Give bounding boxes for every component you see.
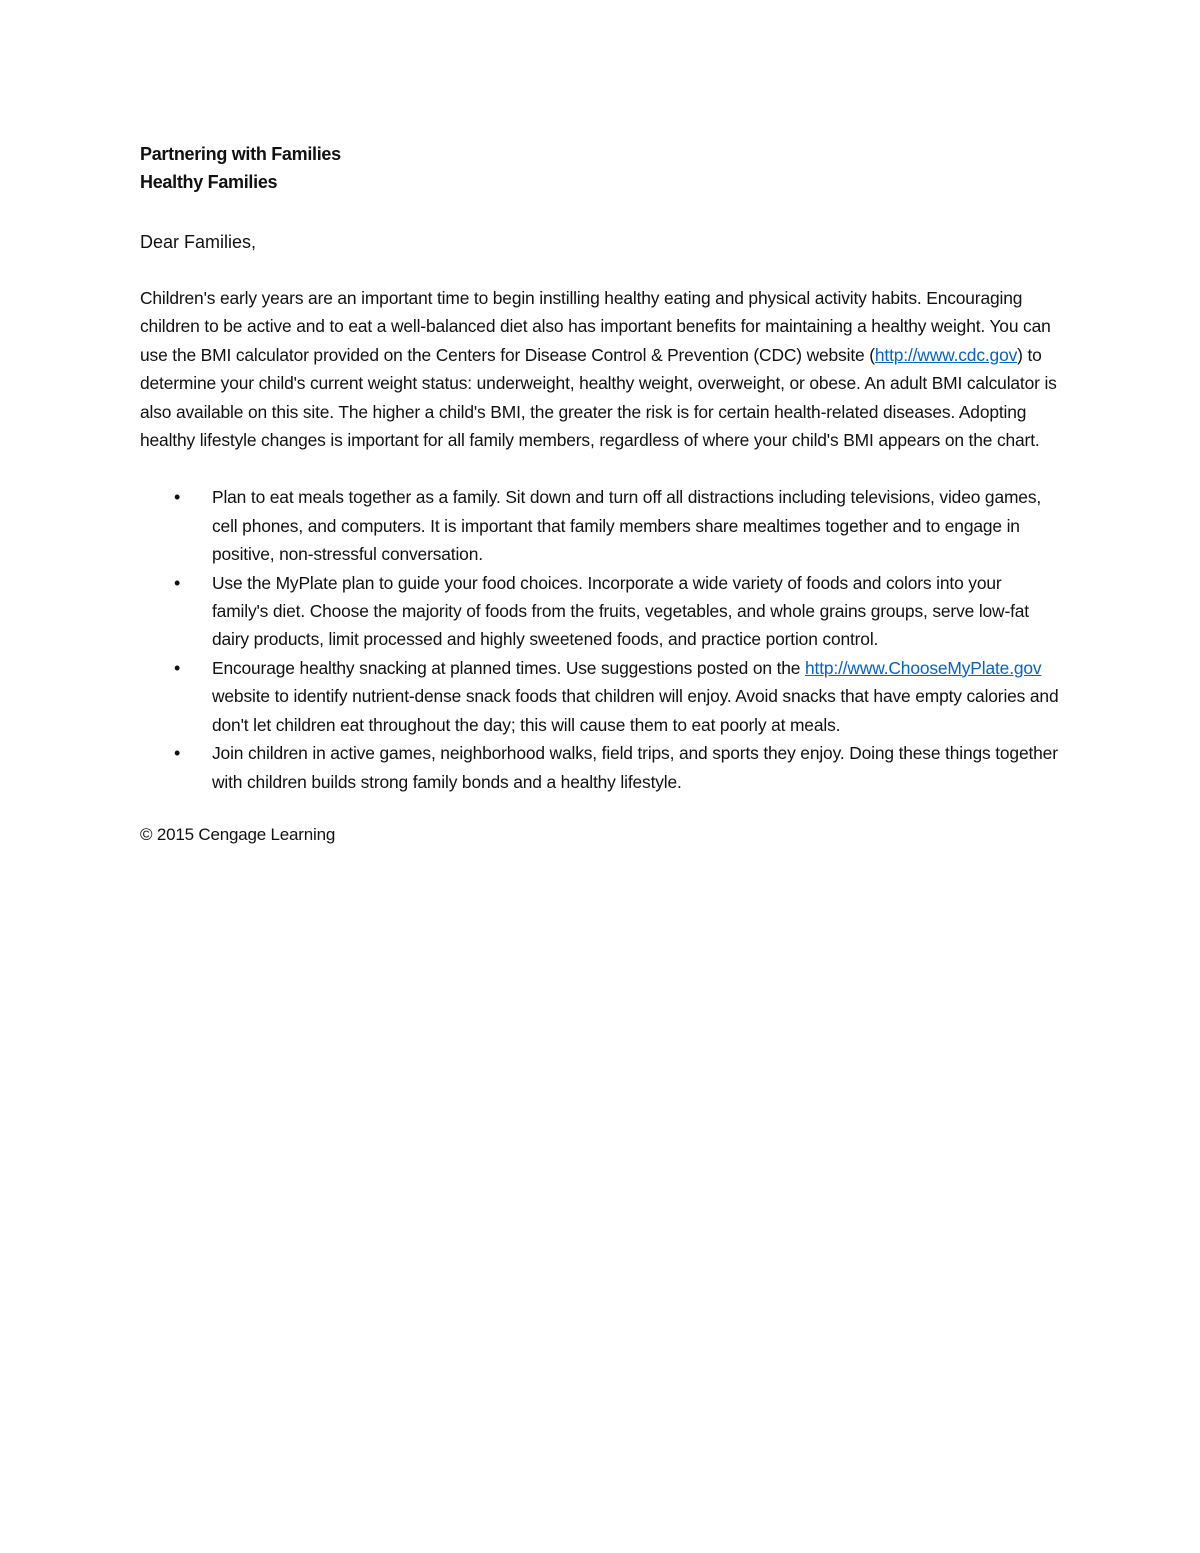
cdc-link[interactable]: http://www.cdc.gov	[874, 344, 1018, 365]
document-subtitle: Healthy Families	[140, 172, 278, 192]
tips-list	[140, 483, 1062, 795]
list-item-text-after-link: website to identify nutrient-dense snack foods that children will enjoy. Avoid snacks that have empty calories and don't let children eat throughout the day; this will cause them to eat poorly at meals.	[212, 686, 1059, 735]
list-item-text: Use the MyPlate plan to guide your food choices. Incorporate a wide variety of foods and colors into your family's diet. Choose the majority of foods from the fruits, vegetables, and whole grains groups, serve low-fat dairy products, limit processed and highly sweetened foods, and practice portion control.	[212, 572, 1029, 650]
choosemyplate-link[interactable]: http://www.ChooseMyPlate.gov	[804, 657, 1042, 678]
list-item	[140, 739, 1062, 796]
list-item-text: Join children in active games, neighborhood walks, field trips, and sports they enjoy. Doing these things together with children builds strong family bonds and a healthy lifestyle.	[212, 743, 1058, 792]
intro-paragraph	[140, 284, 1062, 454]
bullet-icon: •	[174, 487, 181, 508]
list-item	[140, 654, 1062, 739]
copyright-notice: © 2015 Cengage Learning	[140, 824, 336, 844]
bullet-icon: •	[174, 657, 181, 678]
bullet-icon: •	[174, 743, 181, 764]
intro-text-before-link: Children's early years are an important time to begin instilling healthy eating and physical activity habits. Encouraging children to be active and to eat a well-balanced diet also has important benefits for maintaining a healthy weight. You can use the BMI calculator provided on the Centers for Disease Control & Prevention (CDC) website (	[140, 288, 1051, 365]
salutation: Dear Families,	[140, 232, 257, 252]
list-item	[140, 569, 1062, 654]
document-page	[140, 140, 1062, 849]
list-item	[140, 483, 1062, 568]
document-title: Partnering with Families	[140, 144, 341, 164]
list-item-text-before-link: Encourage healthy snacking at planned times. Use suggestions posted on the	[212, 657, 805, 678]
bullet-icon: •	[174, 572, 181, 593]
list-item-text: Plan to eat meals together as a family. Sit down and turn off all distractions including televisions, video games, cell phones, and computers. It is important that family members share mealtimes together and to engage in positive, non-stressful conversation.	[212, 487, 1042, 565]
intro-text-after-link: ) to determine your child's current weight status: underweight, healthy weight, overweight, or obese. An adult BMI calculator is also available on this site. The higher a child's BMI, the greater the risk is for certain health-related diseases. Adopting healthy lifestyle changes is important for all family members, regardless of where your child's BMI appears on the chart.	[140, 344, 1057, 451]
